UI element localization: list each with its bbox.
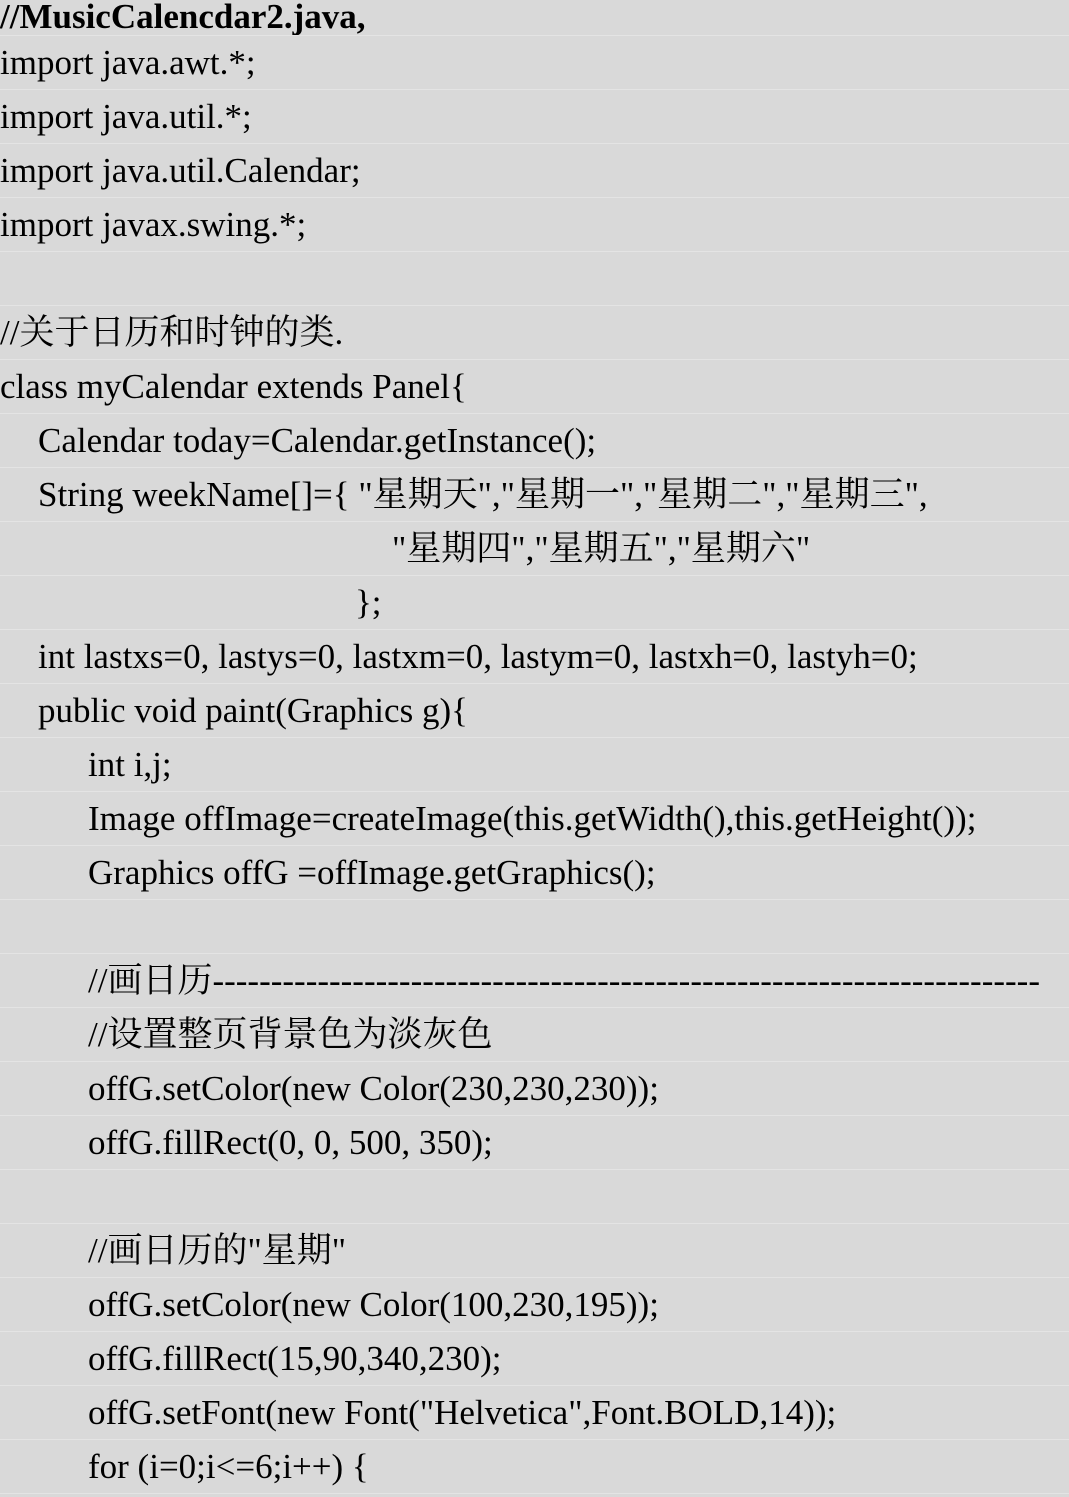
code-text: offG.setFont(new Font("Helvetica",Font.BOLD,14)); — [88, 1393, 837, 1432]
code-line-field — [0, 630, 1069, 684]
code-text: //设置整页背景色为淡灰色 — [88, 1015, 493, 1054]
code-text: offG.fillRect(0, 0, 500, 350); — [88, 1123, 493, 1162]
code-line-statement — [0, 1116, 1069, 1170]
code-line-statement — [0, 1332, 1069, 1386]
code-line-blank — [0, 252, 1069, 306]
code-text: "星期四","星期五","星期六" — [392, 529, 811, 568]
code-line-comment — [0, 954, 1069, 1008]
code-line-statement — [0, 1278, 1069, 1332]
code-line-statement — [0, 792, 1069, 846]
code-text: offG.setColor(new Color(100,230,195)); — [88, 1285, 659, 1324]
code-text: import java.util.*; — [0, 97, 252, 136]
code-line-statement — [0, 738, 1069, 792]
code-line-comment — [0, 306, 1069, 360]
code-text: //画日历----------------------------------------------------------------------- — [88, 961, 1040, 1000]
code-line-blank — [0, 1170, 1069, 1224]
code-line-statement — [0, 846, 1069, 900]
code-text: String weekName[]={ "星期天","星期一","星期二","星期三", — [38, 475, 928, 514]
code-line-comment — [0, 1008, 1069, 1062]
code-text: int lastxs=0, lastys=0, lastxm=0, lastym=0, lastxh=0, lastyh=0; — [38, 637, 918, 676]
code-text: import java.util.Calendar; — [0, 151, 361, 190]
code-line-field — [0, 414, 1069, 468]
code-text: //画日历的"星期" — [88, 1231, 347, 1270]
code-text: //MusicCalencdar2.java, — [0, 0, 366, 36]
code-text: import javax.swing.*; — [0, 205, 307, 244]
code-line-statement — [0, 1386, 1069, 1440]
code-line-import — [0, 36, 1069, 90]
code-text: offG.fillRect(15,90,340,230); — [88, 1339, 502, 1378]
code-text: //关于日历和时钟的类. — [0, 313, 344, 352]
code-text: Calendar today=Calendar.getInstance(); — [38, 421, 597, 460]
code-line-import — [0, 198, 1069, 252]
code-line-array-decl — [0, 468, 1069, 522]
code-line-method-decl — [0, 684, 1069, 738]
code-line-array-cont — [0, 522, 1069, 576]
code-line-array-close — [0, 576, 1069, 630]
code-line-import — [0, 144, 1069, 198]
code-text: class myCalendar extends Panel{ — [0, 367, 467, 406]
code-text: Image offImage=createImage(this.getWidth(),this.getHeight()); — [88, 799, 977, 838]
code-line-statement — [0, 1062, 1069, 1116]
code-text: int i,j; — [88, 745, 172, 784]
code-line-filename-comment — [0, 0, 1069, 36]
code-text: public void paint(Graphics g){ — [38, 691, 468, 730]
code-text: for (i=0;i<=6;i++) { — [88, 1447, 369, 1486]
code-text: offG.setColor(new Color(230,230,230)); — [88, 1069, 659, 1108]
code-line-class-decl — [0, 360, 1069, 414]
code-line-for-loop — [0, 1440, 1069, 1494]
code-text: import java.awt.*; — [0, 43, 256, 82]
code-text: Graphics offG =offImage.getGraphics(); — [88, 853, 656, 892]
code-line-blank — [0, 900, 1069, 954]
code-line-comment — [0, 1224, 1069, 1278]
code-text: }; — [355, 583, 382, 622]
code-line-import — [0, 90, 1069, 144]
